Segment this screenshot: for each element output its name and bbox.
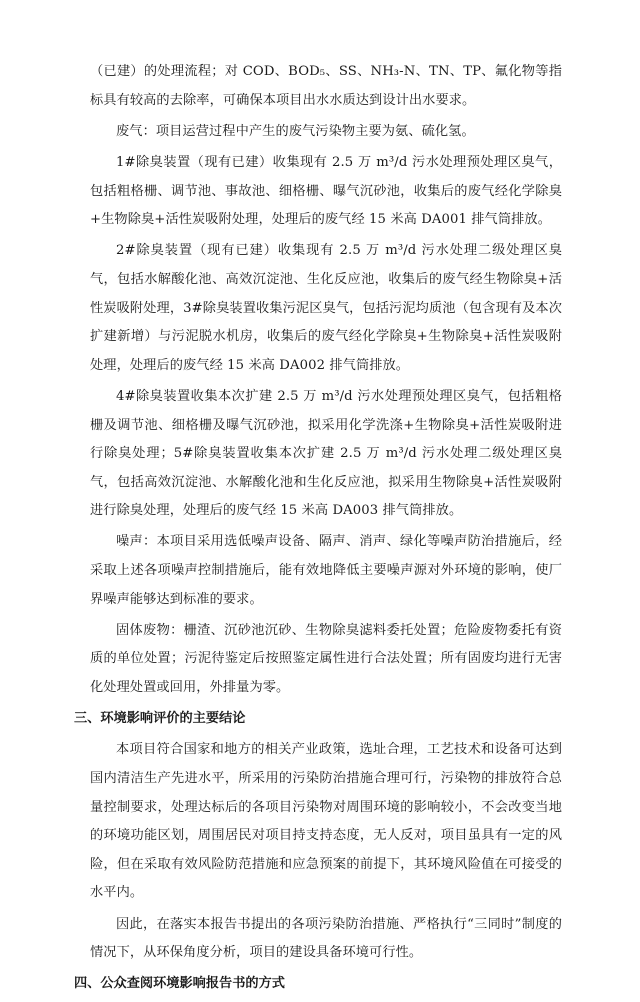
paragraph-treatment-process: （已建）的处理流程；对 COD、BOD₅、SS、NH₃-N、TN、TP、氟化物等指标具有较高的去除率，可确保本项目出水水质达到设计出水要求。 <box>90 64 562 108</box>
paragraph-deodorizer-1: 1#除臭装置（现有已建）收集现有 2.5 万 m³/d 污水处理预处理区臭气，包括粗格栅、调节池、事故池、细格栅、曝气沉砂池，收集后的废气经化学除臭+生物除臭+活性炭吸附处理，处理后的废气经 15 米高 DA001 排气筒排放。 <box>90 154 562 228</box>
paragraph-deodorizer-2-3: 2#除臭装置（现有已建）收集现有 2.5 万 m³/d 污水处理二级处理区臭气，包括水解酸化池、高效沉淀池、生化反应池，收集后的废气经生物除臭+活性炭吸附处理，3#除臭装置收集污泥区臭气，包括污泥均质池（包含现有及本次扩建新增）与污泥脱水机房，收集后的废气经化学除臭+生物除臭+活性炭吸附处理，处理后的废气经 15 米高 DA002 排气筒排放。 <box>90 243 562 373</box>
paragraph-noise: 噪声：本项目采用选低噪声设备、隔声、消声、绿化等噪声防治措施后，经采取上述各项噪声控制措施后，能有效地降低主要噪声源对外环境的影响，使厂界噪声能够达到标准的要求。 <box>90 534 562 607</box>
paragraph-conclusion: 本项目符合国家和地方的相关产业政策，选址合理，工艺技术和设备可达到国内清洁生产先进水平，所采用的污染防治措施合理可行，污染物的排放符合总量控制要求，处理达标后的各项目污染物对周围环境的影响较小，不会改变当地的环境功能区划，周围居民对项目持支持态度，无人反对，项目虽具有一定的风险，但在采取有效风险防范措施和应急预案的前提下，其环境风险值在可接受的水平内。 <box>90 742 562 901</box>
document-page <box>74 58 562 1002</box>
section-heading-3: 三、环境影响评价的主要结论 <box>74 711 246 727</box>
section-heading-4: 四、公众查阅环境影响报告书的方式 <box>74 976 285 992</box>
paragraph-deodorizer-4-5: 4#除臭装置收集本次扩建 2.5 万 m³/d 污水处理预处理区臭气，包括粗格栅及调节池、细格栅及曝气沉砂池，拟采用化学洗涤+生物除臭+活性炭吸附进行除臭处理；5#除臭装置收集本次扩建 2.5 万 m³/d 污水处理二级处理区臭气，包括高效沉淀池、水解酸化池和生化反应池，拟采用生物除臭+活性炭吸附进行除臭处理，处理后的废气经 15 米高 DA003 排气筒排放。 <box>90 388 562 519</box>
paragraph-solid-waste: 固体废物：栅渣、沉砂池沉砂、生物除臭滤料委托处置；危险废物委托有资质的单位处置；污泥待鉴定后按照鉴定属性进行合法处置；所有固废均进行无害化处理处置或回用，外排量为零。 <box>90 622 562 696</box>
paragraph-waste-gas: 废气：项目运营过程中产生的废气污染物主要为氨、硫化氢。 <box>116 123 475 139</box>
paragraph-feasibility: 因此，在落实本报告书提出的各项污染防治措施、严格执行“三同时”制度的情况下，从环保角度分析，项目的建设具备环境可行性。 <box>90 916 562 961</box>
